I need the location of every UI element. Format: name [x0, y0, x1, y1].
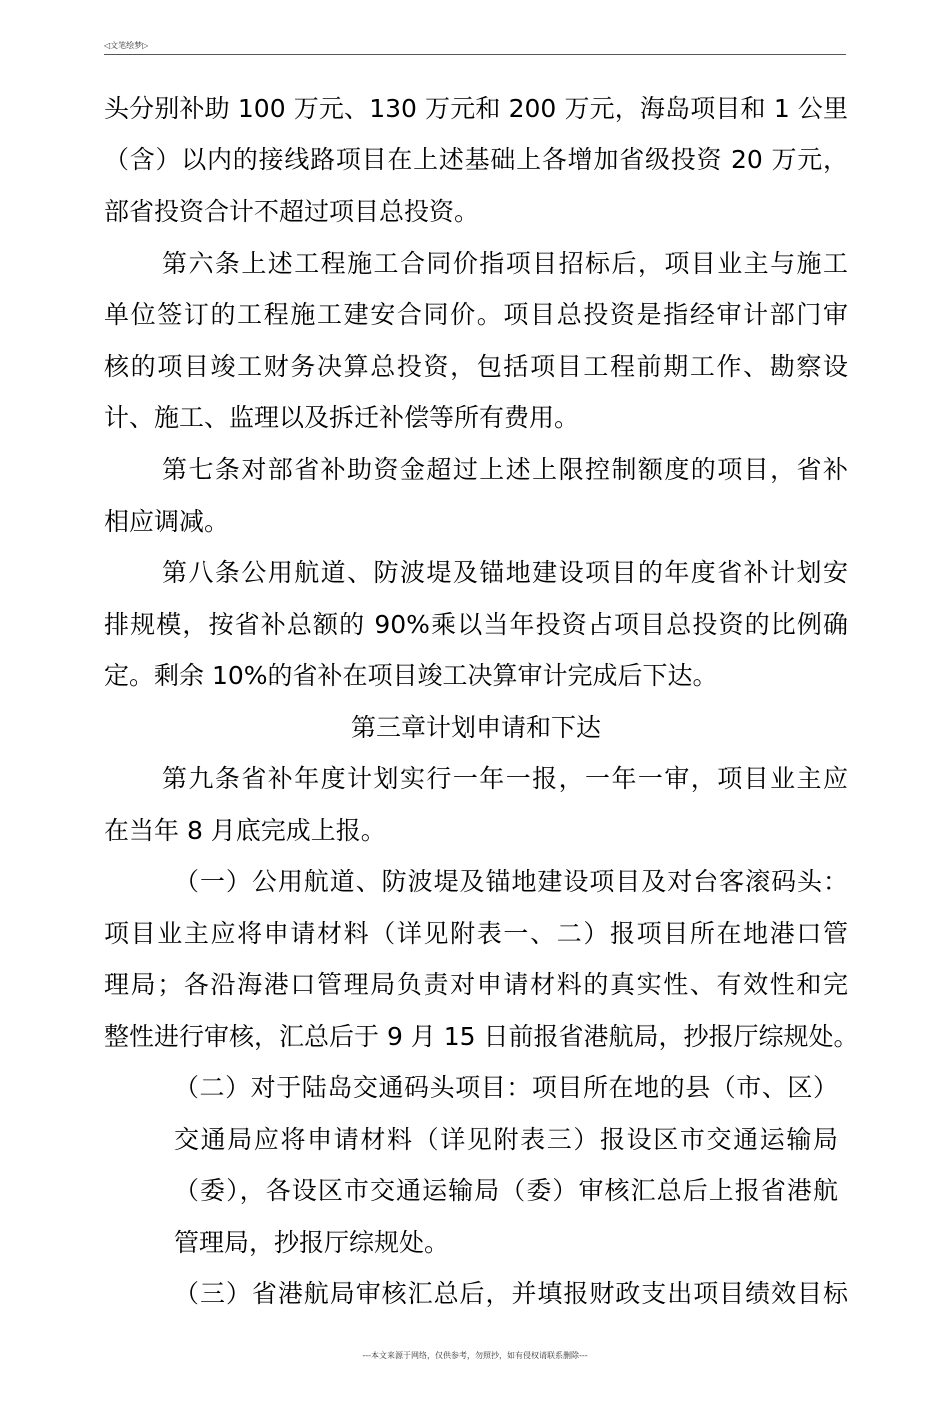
text-line: 第七条对部省补助资金超过上述上限控制额度的项目，省补 [162, 455, 848, 484]
text-line: 单位签订的工程施工建安合同价。项目总投资是指经审计部门审 [104, 300, 848, 329]
header-tag: ◁文笔绘梦▷ [104, 41, 149, 50]
text-line: （一）公用航道、防波堤及锚地建设项目及对台客滚码头： [174, 867, 848, 896]
text-line: 核的项目竣工财务决算总投资，包括项目工程前期工作、勘察设 [104, 352, 848, 381]
text-line: 管理局，抄报厅综规处。 [174, 1228, 450, 1257]
text-line: 整性进行审核，汇总后于 9 月 15 日前报省港航局，抄报厅综规处。 [104, 1022, 859, 1051]
text-line: （委），各设区市交通运输局（委）审核汇总后上报省港航 [174, 1176, 838, 1205]
text-line: 排规模，按省补总额的 90%乘以当年投资占项目总投资的比例确 [104, 610, 848, 639]
text-line: 部省投资合计不超过项目总投资。 [104, 197, 480, 226]
text-line: 定。剩余 10%的省补在项目竣工决算审计完成后下达。 [104, 661, 718, 690]
text-line: 第九条省补年度计划实行一年一报，一年一审，项目业主应 [162, 764, 848, 793]
text-line: 在当年 8 月底完成上报。 [104, 816, 386, 845]
header-rule [104, 54, 846, 55]
text-line: 头分别补助 100 万元、130 万元和 200 万元，海岛项目和 1 公里 [104, 94, 848, 123]
text-line: （含）以内的接线路项目在上述基础上各增加省级投资 20 万元， [104, 145, 848, 174]
text-line: （三）省港航局审核汇总后，并填报财政支出项目绩效目标 [174, 1279, 848, 1308]
text-line: 第八条公用航道、防波堤及锚地建设项目的年度省补计划安 [162, 558, 848, 587]
text-line: 理局；各沿海港口管理局负责对申请材料的真实性、有效性和完 [104, 970, 848, 999]
text-line: （二）对于陆岛交通码头项目：项目所在地的县（市、区） [174, 1073, 838, 1102]
text-line: 相应调减。 [104, 507, 230, 536]
text-line: 第六条上述工程施工合同价指项目招标后，项目业主与施工 [162, 249, 848, 278]
text-line: 交通局应将申请材料（详见附表三）报设区市交通运输局 [174, 1125, 838, 1154]
text-line: 项目业主应将申请材料（详见附表一、二）报项目所在地港口管 [104, 919, 848, 948]
footer-note: ---本文来源于网络，仅供参考，勿照抄，如有侵权请联系删除--- [362, 1351, 588, 1360]
text-line: 计、施工、监理以及拆迁补偿等所有费用。 [104, 403, 580, 432]
chapter-heading: 第三章计划申请和下达 [350, 713, 601, 742]
